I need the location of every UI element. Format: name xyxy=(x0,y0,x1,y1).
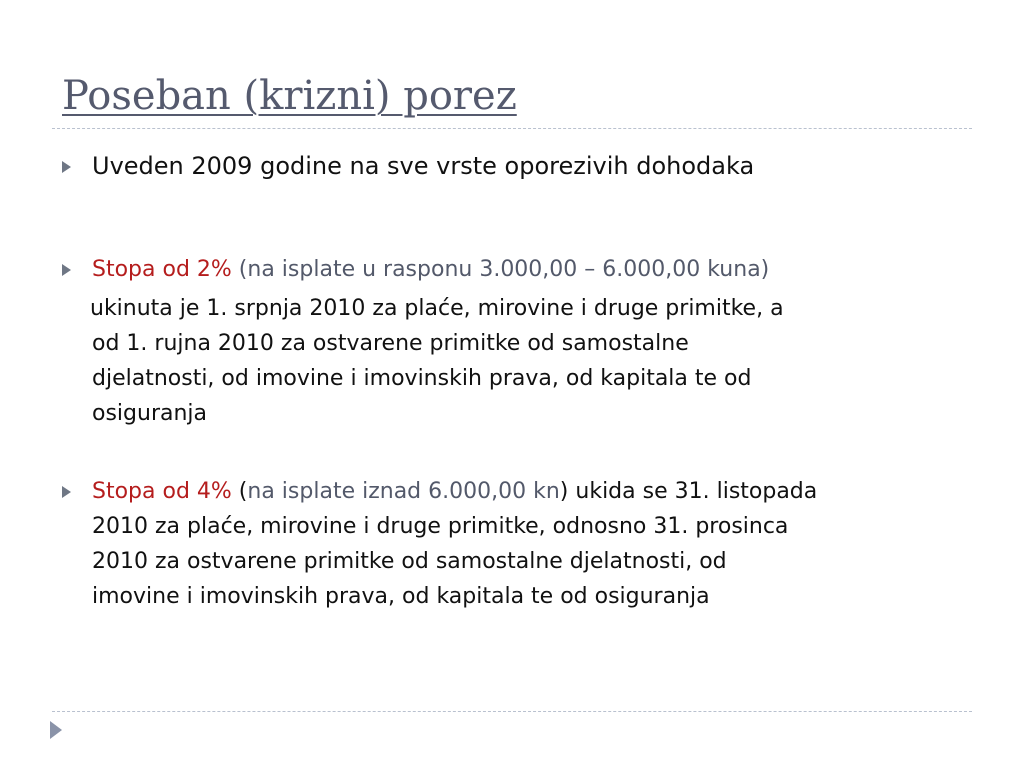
item-text: Uveden 2009 godine na sve vrste oporezivih dohodaka xyxy=(92,152,755,180)
item-line: djelatnosti, od imovine i imovinskih prava, od kapitala te od xyxy=(92,366,752,391)
slide-title: Poseban (krizni) porez xyxy=(62,73,517,119)
paren-close: ) xyxy=(559,479,569,504)
bullet-item-rate-2 xyxy=(92,252,992,431)
paren-open: ( xyxy=(231,479,248,504)
rate-range: (na isplate u rasponu 3.000,00 – 6.000,00 kuna) xyxy=(231,257,770,282)
item-line: 2010 za ostvarene primitke od samostalne djelatnosti, od xyxy=(92,549,727,574)
item-line: imovine i imovinskih prava, od kapitala te od osiguranja xyxy=(92,584,710,609)
item-line: 2010 za plaće, mirovine i druge primitke, odnosno 31. prosinca xyxy=(92,514,789,539)
title-divider xyxy=(52,128,972,129)
play-arrow-icon[interactable] xyxy=(50,721,62,739)
bullet-triangle-icon xyxy=(62,486,71,498)
rate-label: Stopa od 4% xyxy=(92,479,232,504)
bullet-triangle-icon xyxy=(62,161,71,173)
bullet-triangle-icon xyxy=(62,264,71,276)
rate-line xyxy=(92,252,992,287)
item-line: od 1. rujna 2010 za ostvarene primitke od samostalne xyxy=(92,331,689,356)
footer-divider xyxy=(52,711,972,712)
rate-line xyxy=(92,474,992,509)
item-line: ukinuta je 1. srpnja 2010 za plaće, mirovine i druge primitke, a xyxy=(90,296,784,321)
rate-tail: ukida se 31. listopada xyxy=(568,479,818,504)
rate-label: Stopa od 2% xyxy=(92,257,232,282)
bullet-item-rate-4 xyxy=(92,474,992,614)
item-line: osiguranja xyxy=(92,401,208,426)
rate-range: na isplate iznad 6.000,00 kn xyxy=(247,479,560,504)
bullet-item-introduced xyxy=(92,149,992,184)
